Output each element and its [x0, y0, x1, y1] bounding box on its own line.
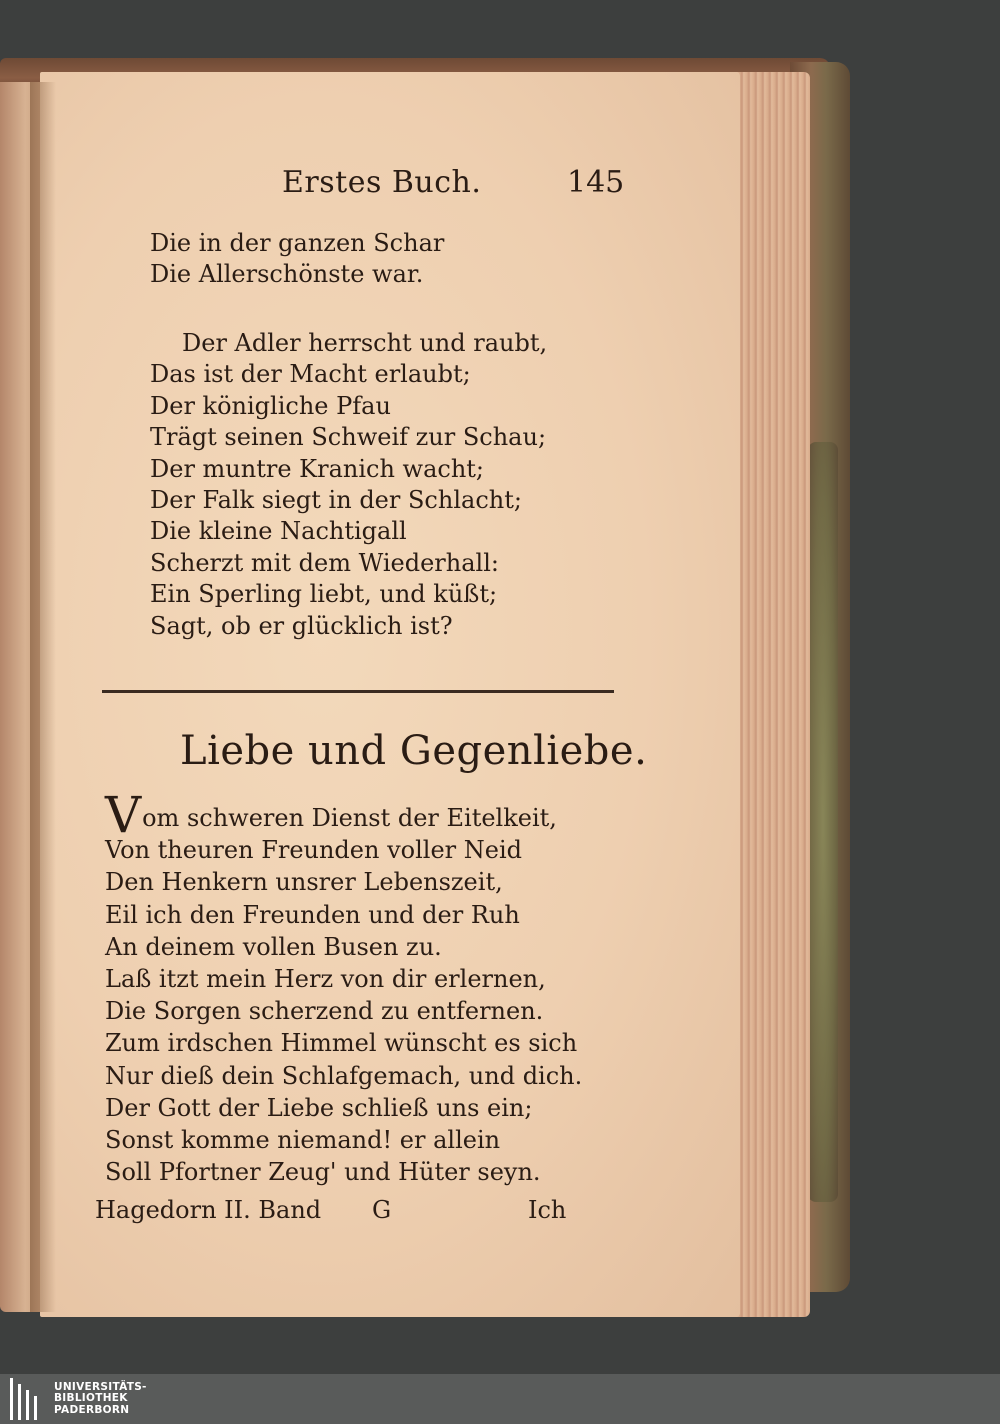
verse-line: Scherzt mit dem Wiederhall:	[150, 548, 499, 577]
verse-line: Soll Pfortner Zeug' und Hüter seyn.	[105, 1158, 541, 1187]
stanza-1	[150, 228, 444, 291]
library-logo-icon	[4, 1374, 46, 1424]
gutter-shadow	[30, 82, 56, 1312]
verse-line: Trägt seinen Schweif zur Schau;	[150, 423, 547, 452]
verse-line: Ein Sperling liebt, und küßt;	[150, 580, 498, 609]
signature-mark: G	[372, 1196, 392, 1224]
stanza-2	[150, 328, 547, 642]
verse-line: Die Allerschönste war.	[150, 260, 424, 289]
verse-line-first	[105, 786, 582, 844]
verse-line: Das ist der Macht erlaubt;	[150, 360, 471, 389]
page-edges	[730, 72, 810, 1317]
verse-line: Der Gott der Liebe schließ uns ein;	[105, 1093, 533, 1122]
verse-line: Eil ich den Freunden und der Ruh	[105, 900, 520, 929]
verse-line: Die in der ganzen Schar	[150, 229, 445, 257]
library-name-line: BIBLIOTHEK	[54, 1392, 128, 1405]
verse-line: Der königliche Pfau	[150, 391, 391, 420]
verse-line: Sagt, ob er glücklich ist?	[150, 611, 453, 640]
verse-line: Der Adler herrscht und raubt,	[182, 329, 548, 357]
signature-line: Hagedorn II. Band	[95, 1196, 322, 1224]
first-line-text: om schweren Dienst der Eitelkeit,	[142, 804, 557, 832]
verse-line: Die Sorgen scherzend zu entfernen.	[105, 997, 544, 1026]
library-name	[54, 1382, 147, 1417]
drop-cap: V	[105, 786, 142, 844]
poem-title: Liebe und Gegenliebe.	[180, 728, 648, 774]
library-footer-bar	[0, 1374, 1000, 1424]
section-divider	[102, 690, 614, 693]
library-name-line: PADERBORN	[54, 1403, 130, 1416]
verse-line: Der Falk siegt in der Schlacht;	[150, 486, 522, 515]
library-name-line: UNIVERSITÄTS-	[54, 1380, 147, 1393]
verse-line: Laß itzt mein Herz von dir erlernen,	[105, 965, 546, 994]
catchword: Ich	[528, 1196, 567, 1224]
verse-line: Den Henkern unsrer Lebenszeit,	[105, 868, 503, 897]
verse-line: An deinem vollen Busen zu.	[105, 932, 442, 961]
verse-line: Der muntre Kranich wacht;	[150, 454, 485, 483]
verse-line: Zum irdschen Himmel wünscht es sich	[105, 1029, 578, 1058]
verse-line: Die kleine Nachtigall	[150, 517, 407, 546]
running-head: Erstes Buch.	[282, 165, 482, 200]
verse-line: Von theuren Freunden voller Neid	[105, 836, 522, 865]
page-number: 145	[567, 165, 625, 200]
verse-line: Nur dieß dein Schlafgemach, und dich.	[105, 1061, 583, 1090]
verse-line: Sonst komme niemand! er allein	[105, 1126, 501, 1155]
poem-body	[105, 786, 583, 1188]
